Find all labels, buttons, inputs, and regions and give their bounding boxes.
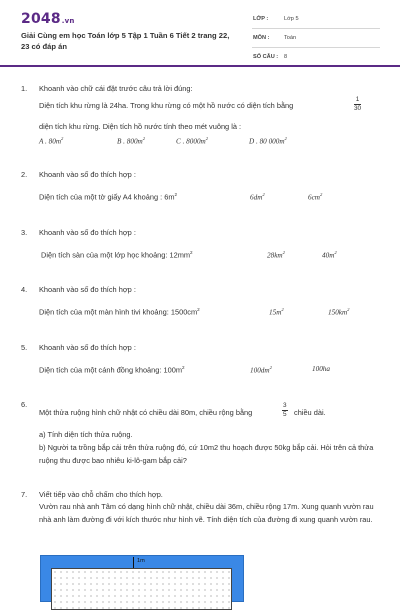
question-text: Diện tích của một cánh đồng khoảng: $100m^2$ <box>39 365 185 375</box>
question-text: chiều dài. <box>294 408 326 417</box>
meta-info <box>252 14 380 71</box>
garden-figure <box>40 555 244 602</box>
garden-area <box>51 568 232 610</box>
option-2[interactable]: 100ha <box>312 365 330 373</box>
option-d[interactable]: D . 80 $000m^2$ <box>249 136 287 146</box>
question-prompt: Khoanh vào số đo thích hợp : <box>39 170 136 179</box>
question-prompt: Khoanh vào số đo thích hợp : <box>39 228 136 237</box>
question-part-b: b) Người ta trồng bắp cải trên thửa ruộng đó, cứ 10m2 thu hoạch được 50kg bắp cải. Hỏi trên cả thửa ruộng thu được bao nhiêu ki-lô-gam bắp cải? <box>39 443 374 465</box>
meta-row-subject: MÔN : Toán <box>252 33 380 48</box>
option-1[interactable]: $6dm^2$ <box>250 192 265 202</box>
question-prompt: Khoanh vào số đo thích hợp : <box>39 285 136 294</box>
option-1[interactable]: $28km^2$ <box>267 250 285 260</box>
option-2[interactable]: $150km^2$ <box>328 307 350 317</box>
meta-row-count: SỐ CÂU : 8 <box>252 52 380 67</box>
question-4: 4. Khoanh vào số đo thích hợp : Diện tích của một màn hình tivi khoảng: $1500cm^2$ $15m^2$ $150km^2$ <box>21 285 350 317</box>
fraction: $\frac{3}{5}$ <box>283 402 287 418</box>
dimension-label: 1m <box>137 558 145 564</box>
option-a[interactable]: A . $80m^2$ <box>39 136 64 146</box>
question-1: 1. Khoanh vào chữ cái đặt trước câu trả lời đúng: Diện tích khu rừng là 24ha. Trong khu rừng có một hồ nước có diện tích bằng $\frac{1}{30}$ diện tích khu rừng. Diện tích hồ nước tính theo mét vuông là : A . $80m^2$ B . $800m^2$ C . $8000m^2$ D . 80 $000m^2$ <box>21 84 362 146</box>
question-7: 7. Viết tiếp vào chỗ chấm cho thích hợp. Vườn rau nhà anh Tâm có dạng hình chữ nhật, chiều dài 36m, chiều rộng 17m. Xung quanh vườn rau nhà anh làm đường đi với kích thước như hình vẽ. Tính diện tích của đường đi xung quanh vườn rau. <box>21 490 381 554</box>
question-text: Một thửa ruộng hình chữ nhật có chiều dài 80m, chiều rộng bằng <box>39 408 253 417</box>
page-title: Giải Cùng em học Toán lớp 5 Tập 1 Tuần 6 Tiết 2 trang 22, 23 có đáp án <box>21 31 230 51</box>
question-5: 5. Khoanh vào số đo thích hợp : Diện tích của một cánh đồng khoảng: $100m^2$ $100dm^2$ 100ha <box>21 343 330 375</box>
question-3: 3. Khoanh vào số đo thích hợp : Diện tích sàn của một lớp học khoảng: $12mm^2$ $28km^2$ $40m^2$ <box>21 228 337 260</box>
question-prompt: Viết tiếp vào chỗ chấm cho thích hợp. <box>39 490 163 499</box>
option-b[interactable]: B . $800m^2$ <box>117 136 146 146</box>
question-text: Diện tích của một màn hình tivi khoảng: $1500cm^2$ <box>39 307 200 317</box>
meta-row-class: LỚP : Lớp 5 <box>252 14 380 29</box>
option-1[interactable]: $15m^2$ <box>269 307 284 317</box>
question-text: Vườn rau nhà anh Tâm có dạng hình chữ nhật, chiều dài 36m, chiều rộng 17m. Xung quanh vườn rau nhà anh làm đường đi với kích thước như hình vẽ. Tính diện tích của đường đi xung quanh vườn rau. <box>39 502 374 524</box>
option-1[interactable]: $100dm^2$ <box>250 365 272 375</box>
dimension-arrow <box>133 557 134 568</box>
option-2[interactable]: $40m^2$ <box>322 250 337 260</box>
site-logo[interactable]: 2048.vn <box>21 11 75 27</box>
question-prompt: Khoanh vào chữ cái đặt trước câu trả lời đúng: <box>39 84 193 93</box>
question-text: Diện tích khu rừng là 24ha. Trong khu rừng có một hồ nước có diện tích bằng <box>39 101 294 110</box>
page-header <box>0 0 400 64</box>
option-c[interactable]: C . $8000m^2$ <box>176 136 209 146</box>
question-6: 6. Một thửa ruộng hình chữ nhật có chiều dài 80m, chiều rộng bằng $\frac{3}{5}$ chiều dài. a) Tính diện tích thửa ruộng. b) Người ta trồng bắp cải trên thửa ruộng đó, cứ 10m2 thu hoạch được 50kg bắp cải. Hỏi trên cả thửa ruộng thu được bao nhiêu ki-lô-gam bắp cải? <box>21 400 381 472</box>
fraction: $\frac{1}{30}$ <box>354 96 362 112</box>
option-2[interactable]: $6cm^2$ <box>308 192 323 202</box>
question-text: Diện tích sàn của một lớp học khoảng: $12mm^2$ <box>41 250 193 260</box>
question-text: Diện tích của một tờ giấy A4 khoảng : $6m^2$ <box>39 192 178 202</box>
question-part-a: a) Tính diện tích thửa ruộng. <box>39 430 133 439</box>
question-prompt: Khoanh vào số đo thích hợp : <box>39 343 136 352</box>
question-2: 2. Khoanh vào số đo thích hợp : Diện tích của một tờ giấy A4 khoảng : $6m^2$ $6dm^2$ $6cm^2$ <box>21 170 323 202</box>
header-divider <box>0 65 400 67</box>
question-text: diện tích khu rừng. Diện tích hồ nước tính theo mét vuông là : <box>39 122 242 131</box>
